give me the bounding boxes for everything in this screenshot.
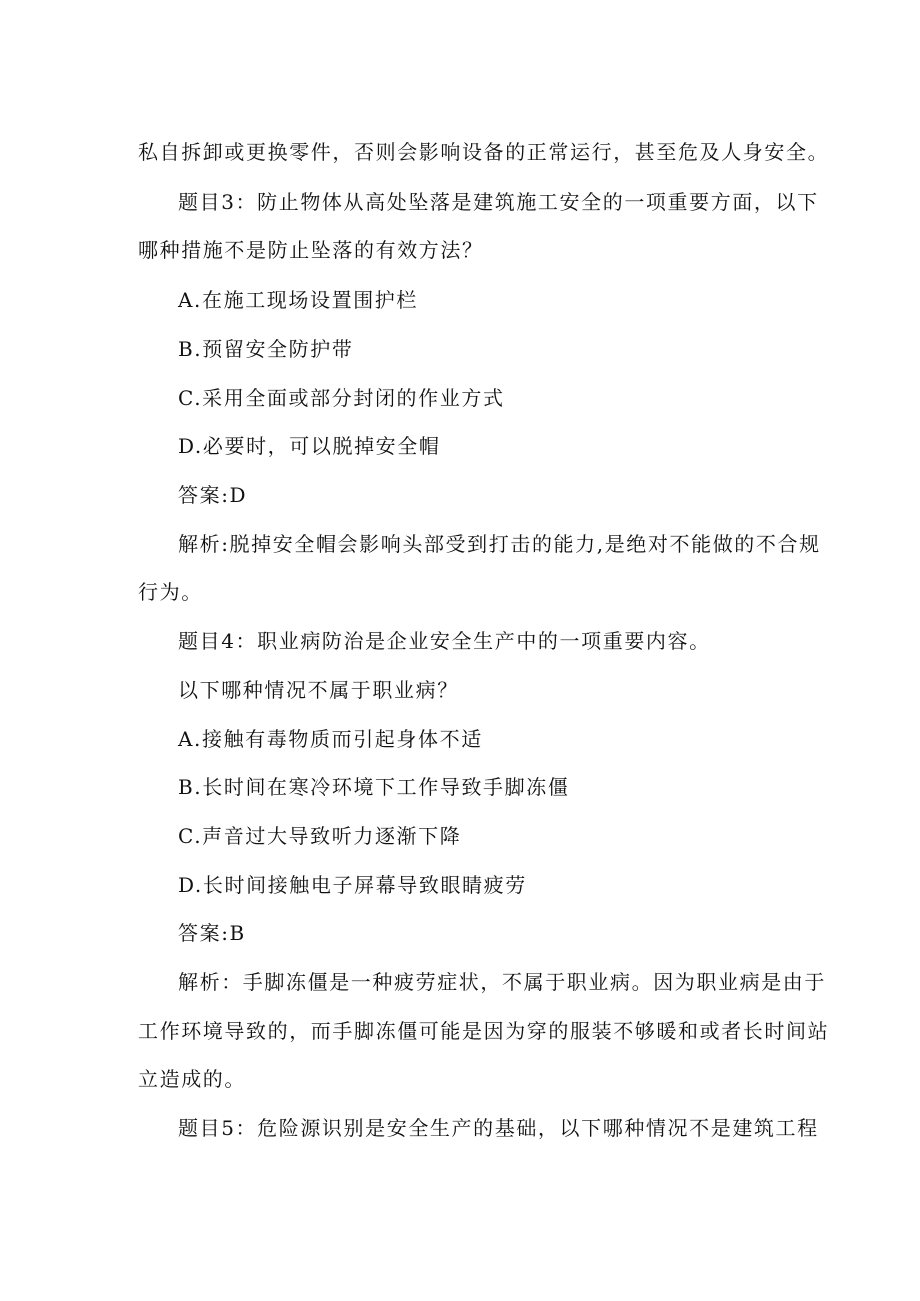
question-5-text: 题目5：危险源识别是安全生产的基础，以下哪种情况不是建筑工程	[178, 1116, 819, 1140]
question-4-analysis-cont-2: 立造成的。	[138, 1067, 246, 1091]
question-3-analysis: 解析:脱掉安全帽会影响头部受到打击的能力,是绝对不能做的不合规	[178, 532, 821, 556]
question-4-prompt: 以下哪种情况不属于职业病？	[178, 678, 459, 702]
paragraph-continuation: 私自拆卸或更换零件，否则会影响设备的正常运行，甚至危及人身安全。	[138, 140, 830, 164]
question-4-option-d: D.长时间接触电子屏幕导致眼睛疲劳	[178, 873, 527, 897]
question-3-option-b: B.预留安全防护带	[178, 337, 354, 361]
question-4-option-b: B.长时间在寒冷环境下工作导致手脚冻僵	[178, 775, 570, 799]
question-3-text-cont: 哪种措施不是防止坠落的有效方法？	[138, 238, 484, 262]
question-3-text: 题目3：防止物体从高处坠落是建筑施工安全的一项重要方面，以下	[178, 190, 819, 214]
question-3-option-d: D.必要时，可以脱掉安全帽	[178, 434, 441, 458]
question-4-option-a: A.接触有毒物质而引起身体不适	[178, 727, 483, 751]
question-4-answer: 答案:B	[178, 921, 246, 945]
question-3-option-c: C.采用全面或部分封闭的作业方式	[178, 386, 505, 410]
question-4-analysis-cont-1: 工作环境导致的，而手脚冻僵可能是因为穿的服装不够暖和或者长时间站	[138, 1019, 830, 1043]
question-3-option-a: A.在施工现场设置围护栏	[178, 288, 419, 312]
question-4-analysis: 解析：手脚冻僵是一种疲劳症状，不属于职业病。因为职业病是由于	[178, 970, 826, 994]
question-4-text: 题目4：职业病防治是企业安全生产中的一项重要内容。	[178, 629, 711, 653]
question-3-answer: 答案:D	[178, 483, 248, 507]
question-3-analysis-cont: 行为。	[138, 580, 203, 604]
question-4-option-c: C.声音过大导致听力逐渐下降	[178, 824, 462, 848]
